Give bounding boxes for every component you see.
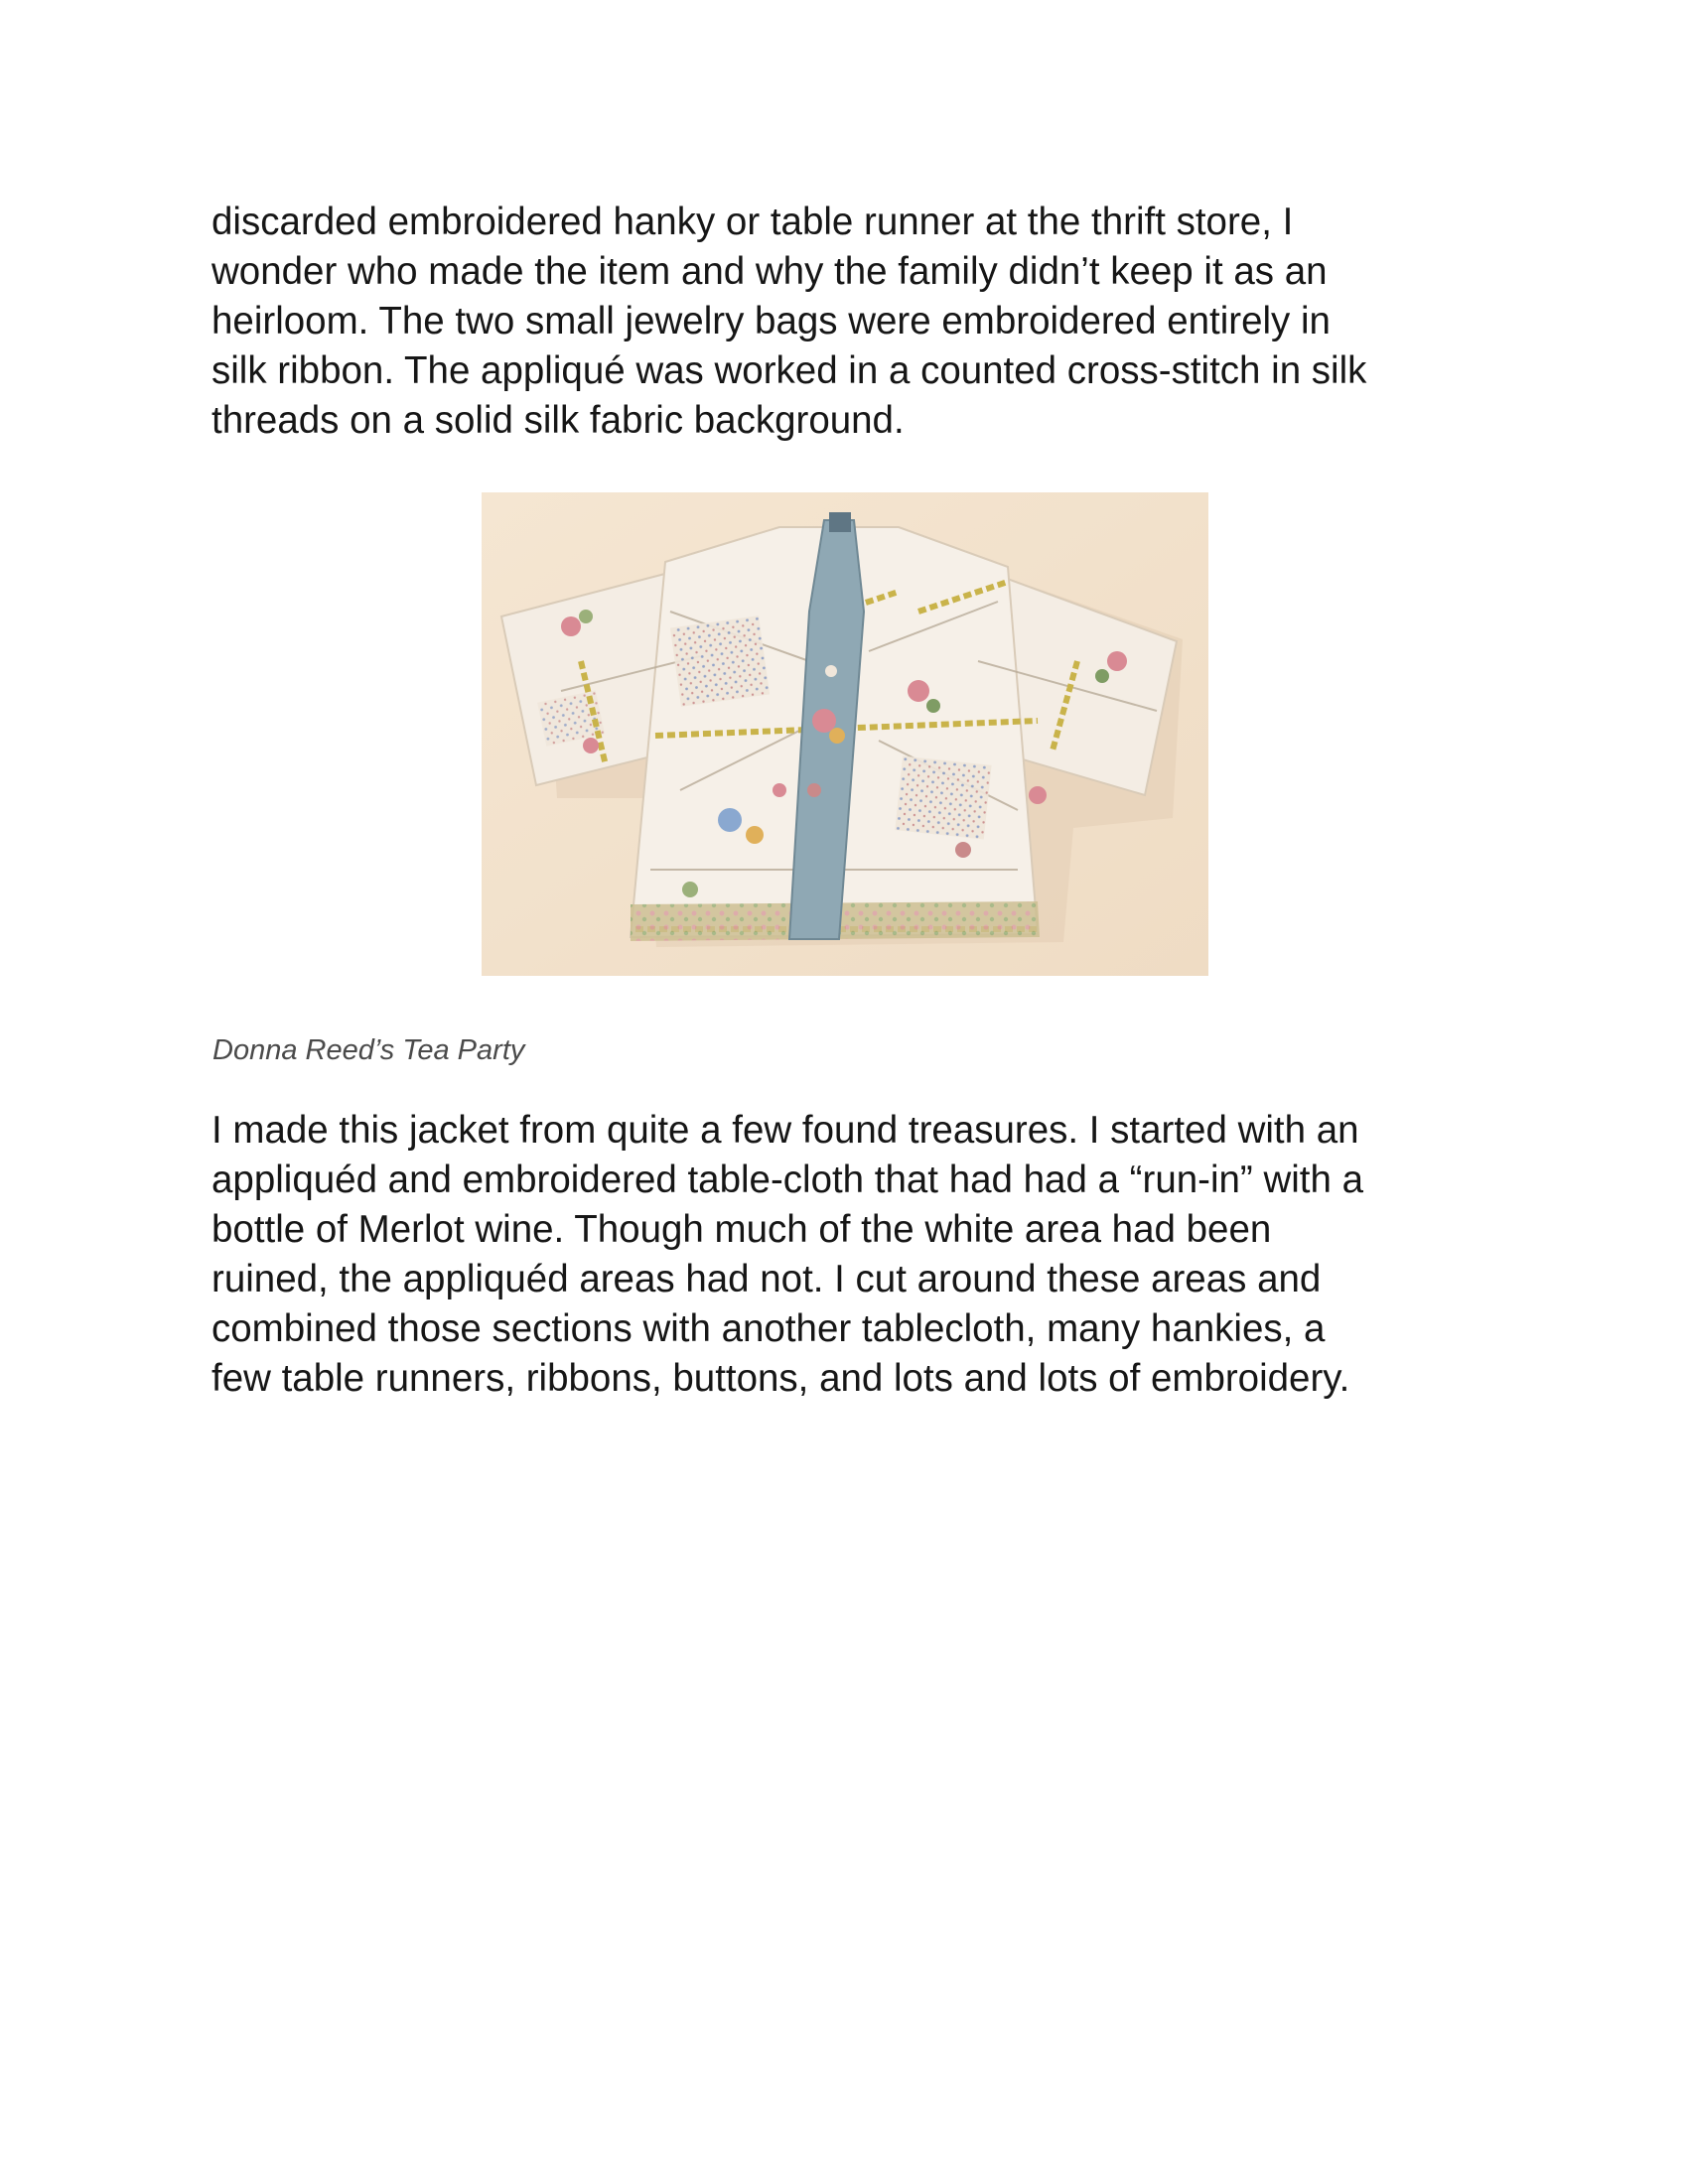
jacket-illustration	[482, 492, 1208, 976]
paragraph-line: appliquéd and embroidered table-cloth that had had a “run-in” with a	[211, 1159, 1364, 1201]
paragraph-bottom	[211, 1106, 1502, 1404]
paragraph-line: threads on a solid silk fabric background.	[211, 399, 905, 442]
paragraph-line: I made this jacket from quite a few found treasures. I started with an	[211, 1109, 1359, 1152]
paragraph-top	[211, 198, 1502, 446]
paragraph-line: heirloom. The two small jewelry bags were embroidered entirely in	[211, 300, 1331, 342]
paragraph-line: few table runners, ribbons, buttons, and lots and lots of embroidery.	[211, 1357, 1350, 1400]
paragraph-line: combined those sections with another tablecloth, many hankies, a	[211, 1307, 1326, 1350]
figure-caption: Donna Reed’s Tea Party	[212, 1034, 525, 1066]
jacket-photo	[482, 492, 1208, 976]
paragraph-line: ruined, the appliquéd areas had not. I cut around these areas and	[211, 1258, 1322, 1300]
paragraph-line: silk ribbon. The appliqué was worked in a counted cross-stitch in silk	[211, 349, 1367, 392]
paragraph-line: wonder who made the item and why the family didn’t keep it as an	[211, 250, 1328, 293]
paragraph-line: discarded embroidered hanky or table runner at the thrift store, I	[211, 201, 1294, 243]
paragraph-line: bottle of Merlot wine. Though much of the white area had been	[211, 1208, 1272, 1251]
